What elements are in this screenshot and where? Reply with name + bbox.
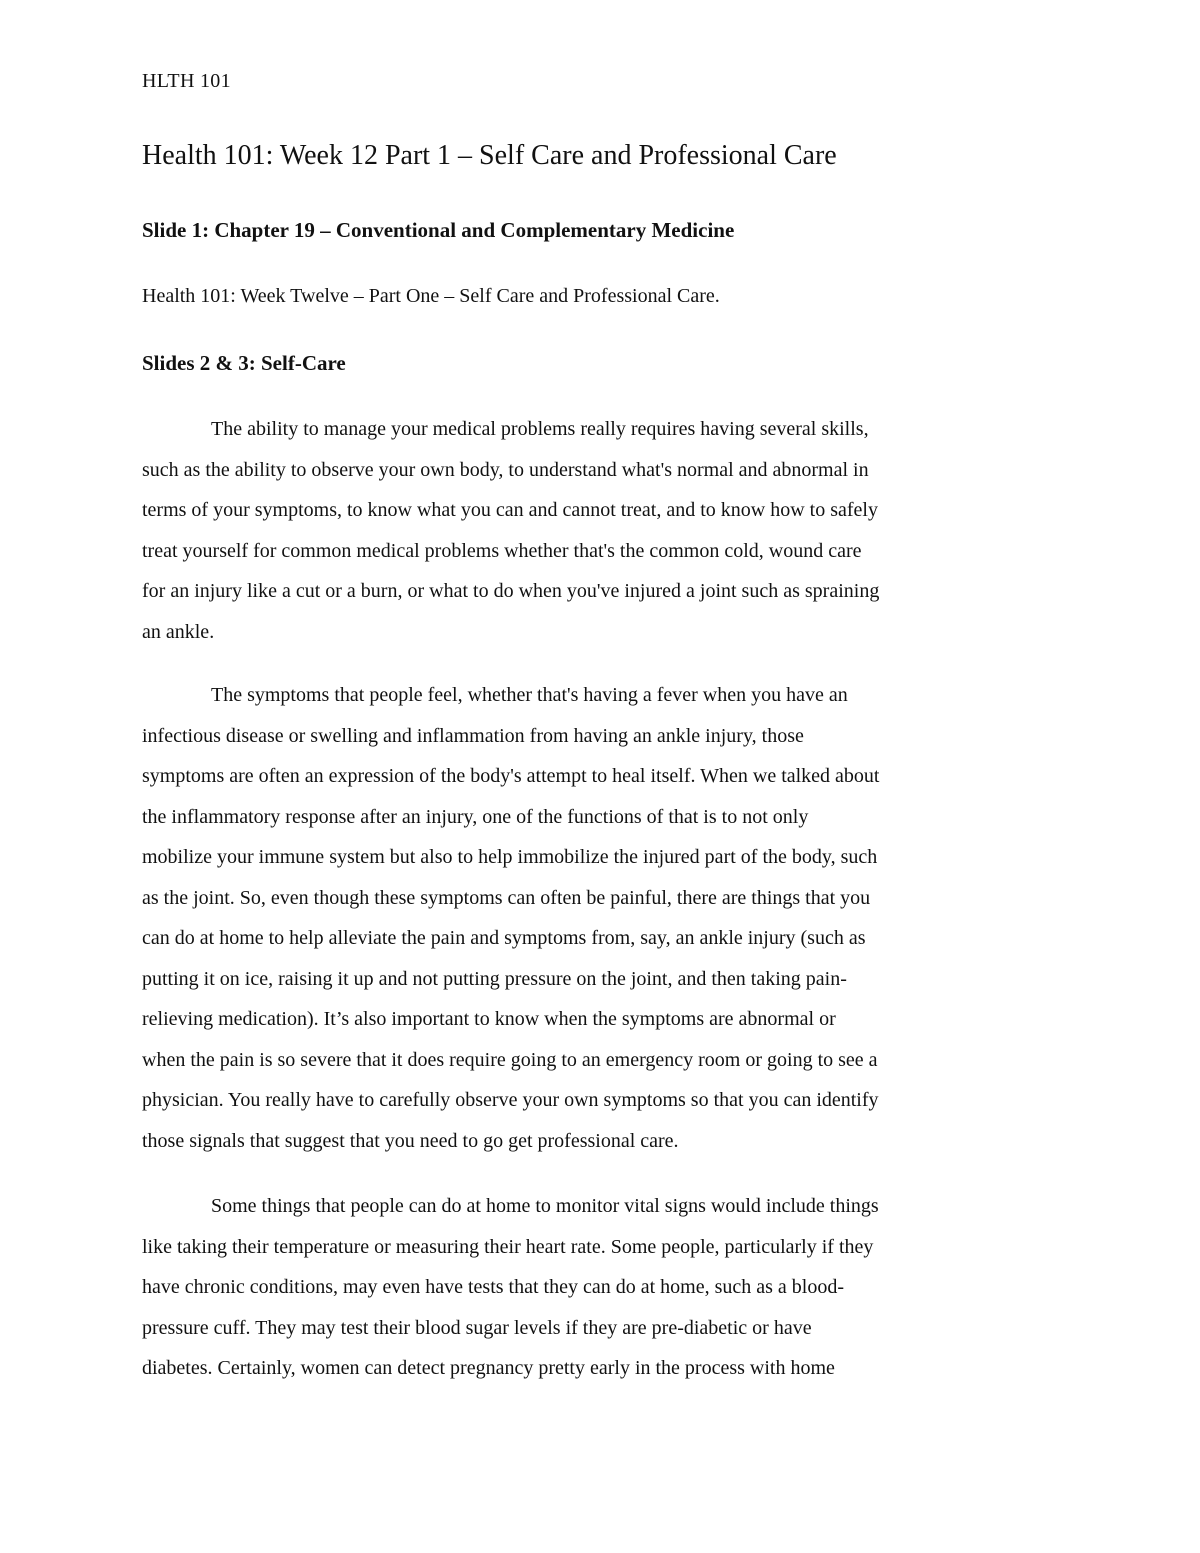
paragraph-line: Some things that people can do at home to monitor vital signs would include things <box>211 1195 879 1217</box>
paragraph <box>142 675 1058 1161</box>
paragraph-line: mobilize your immune system but also to help immobilize the injured part of the body, such <box>142 846 878 868</box>
paragraph <box>142 1186 1058 1389</box>
paragraph <box>142 409 1058 652</box>
paragraph-line: terms of your symptoms, to know what you can and cannot treat, and to know how to safely <box>142 499 878 521</box>
paragraph-line: when the pain is so severe that it does require going to an emergency room or going to see a <box>142 1048 878 1071</box>
paragraph-line: physician. You really have to carefully observe your own symptoms so that you can identify <box>142 1089 879 1111</box>
paragraph-line: have chronic conditions, may even have tests that they can do at home, such as a blood- <box>142 1276 845 1298</box>
paragraph-line: the inflammatory response after an injury, one of the functions of that is to not only <box>142 805 809 828</box>
paragraph-line: diabetes. Certainly, women can detect pregnancy pretty early in the process with home <box>142 1357 835 1379</box>
paragraph-line: The symptoms that people feel, whether that's having a fever when you have an <box>211 684 848 706</box>
paragraph-line: can do at home to help alleviate the pain and symptoms from, say, an ankle injury (such as <box>142 927 866 949</box>
paragraph-line: an ankle. <box>142 620 215 643</box>
paragraph-line: putting it on ice, raising it up and not putting pressure on the joint, and then taking pain- <box>142 967 847 990</box>
slide-1-summary: Health 101: Week Twelve – Part One – Self Care and Professional Care. <box>142 285 720 307</box>
paragraph-line: relieving medication). It’s also important to know when the symptoms are abnormal or <box>142 1008 836 1030</box>
running-header: HLTH 101 <box>142 70 231 92</box>
section-heading-slide-1: Slide 1: Chapter 19 – Conventional and Complementary Medicine <box>142 218 735 242</box>
paragraph-line: for an injury like a cut or a burn, or what to do when you've injured a joint such as spraining <box>142 580 880 602</box>
paragraph-line: pressure cuff. They may test their blood sugar levels if they are pre-diabetic or have <box>142 1316 812 1339</box>
paragraph-line: like taking their temperature or measuring their heart rate. Some people, particularly if they <box>142 1235 874 1258</box>
document-title: Health 101: Week 12 Part 1 – Self Care and Professional Care <box>142 140 837 171</box>
paragraph-line: The ability to manage your medical problems really requires having several skills, <box>211 418 869 440</box>
paragraph-line: infectious disease or swelling and inflammation from having an ankle injury, those <box>142 724 804 747</box>
paragraph-line: treat yourself for common medical problems whether that's the common cold, wound care <box>142 539 862 562</box>
paragraph-line: those signals that suggest that you need to go get professional care. <box>142 1129 679 1152</box>
paragraph-line: such as the ability to observe your own body, to understand what's normal and abnormal in <box>142 458 869 481</box>
paragraph-line: symptoms are often an expression of the body's attempt to heal itself. When we talked about <box>142 765 880 787</box>
paragraph-line: as the joint. So, even though these symptoms can often be painful, there are things that you <box>142 886 871 909</box>
section-heading-self-care: Slides 2 & 3: Self-Care <box>142 351 346 375</box>
